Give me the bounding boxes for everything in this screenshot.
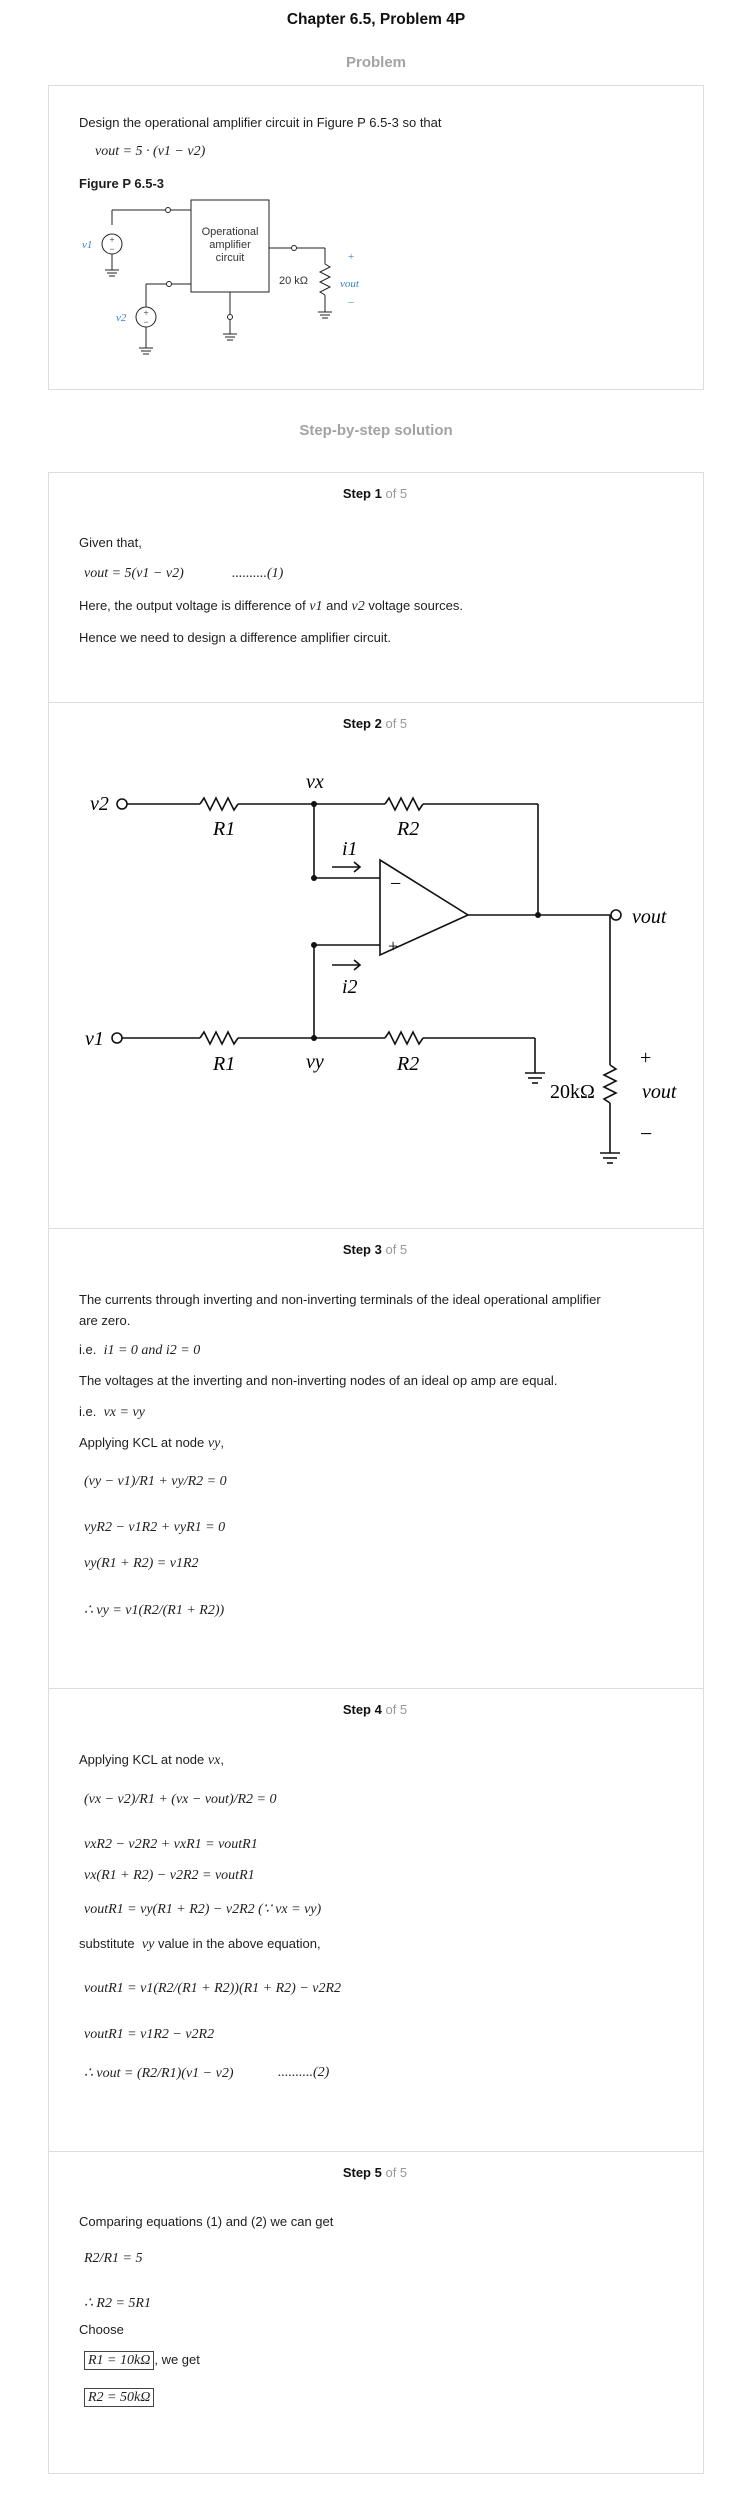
- c-res: 20kΩ: [550, 1081, 595, 1103]
- step4-e1: (vx − v2)/R1 + (vx − vout)/R2 = 0: [84, 1792, 277, 1807]
- step3-e2: vyR2 − v1R2 + vyR1 = 0: [84, 1520, 226, 1535]
- step-2-header: [48, 716, 702, 731]
- c-vy: vy: [306, 1051, 324, 1073]
- step-5-label: Step 5: [342, 2165, 382, 2180]
- step-4-label: Step 4: [342, 1702, 382, 1717]
- step-5-of: of 5: [385, 2165, 408, 2180]
- step4-sub-node: vy: [141, 1937, 155, 1952]
- box-line-1: Operational: [201, 226, 259, 238]
- figure-label: Figure P 6.5-3: [79, 176, 165, 191]
- step3-kcl-text: Applying KCL at node: [79, 1435, 205, 1450]
- step3-ie2-label: i.e.: [79, 1404, 97, 1419]
- c-vx: vx: [306, 771, 324, 793]
- step5-e2: ∴ R2 = 5R1: [84, 2296, 151, 2311]
- step4-sub: [79, 1936, 321, 1953]
- c-r2-bot: R2: [397, 1053, 420, 1075]
- step4-e7-tag: ..........(2): [278, 2065, 330, 2080]
- step3-ie1-label: i.e.: [79, 1342, 97, 1357]
- vout-minus: −: [348, 297, 355, 309]
- step5-e1: R2/R1 = 5: [84, 2251, 143, 2266]
- src-plus: +: [109, 235, 115, 245]
- step3-ie1-eq: i1 = 0 and i2 = 0: [103, 1343, 201, 1358]
- box-line-3: circuit: [215, 252, 245, 264]
- step5-compare: Comparing equations (1) and (2) we can get: [79, 2214, 334, 2229]
- step-1-of: of 5: [385, 486, 408, 501]
- vout-plus: +: [348, 251, 355, 263]
- step4-kcl-text: Applying KCL at node: [79, 1752, 205, 1767]
- problem-equation: vout = 5 · (v1 − v2): [95, 144, 206, 159]
- src-minus: −: [109, 244, 115, 254]
- step4-e2: vxR2 − v2R2 + vxR1 = voutR1: [84, 1837, 258, 1852]
- c-op-plus: +: [388, 936, 399, 956]
- c-minus: −: [640, 1121, 653, 1146]
- step3-e3: vy(R1 + R2) = v1R2: [84, 1556, 199, 1571]
- v1-label: v1: [82, 239, 93, 251]
- step1-hence: Hence we need to design a difference amplifier circuit.: [79, 630, 391, 645]
- c-plus: +: [640, 1047, 652, 1069]
- c-v1: v1: [85, 1028, 104, 1050]
- step4-sub-b: value in the above equation,: [157, 1936, 321, 1951]
- step4-e7: ∴ vout = (R2/R1)(v1 − v2): [84, 2066, 234, 2081]
- src2-minus: −: [143, 317, 149, 327]
- step-1-header: [48, 486, 702, 501]
- step3-kcl: Applying KCL at node vy,: [79, 1435, 224, 1451]
- step3-l1: The currents through inverting and non-inverting terminals of the ideal operational amplifier: [79, 1292, 601, 1307]
- step-2-of: of 5: [385, 716, 408, 731]
- step-4-header: [48, 1702, 702, 1717]
- step5-choose: Choose: [79, 2322, 124, 2337]
- c-vout: vout: [632, 906, 667, 928]
- step-2-label: Step 2: [342, 716, 382, 731]
- step5-b2-row: [84, 2389, 154, 2406]
- solution-heading: Step-by-step solution: [299, 422, 453, 439]
- step-5-card: [48, 2151, 704, 2474]
- step-1-label: Step 1: [342, 486, 382, 501]
- problem-figure: [70, 190, 430, 370]
- step4-e3: vx(R1 + R2) − v2R2 = voutR1: [84, 1868, 255, 1883]
- step5-b1: R1 = 10kΩ: [84, 2351, 154, 2370]
- page-title: Chapter 6.5, Problem 4P: [286, 11, 466, 28]
- step1-given: Given that,: [79, 535, 142, 550]
- step5-b1-tail: , we get: [154, 2352, 200, 2367]
- c-v2: v2: [90, 793, 109, 815]
- c-r1-bot: R1: [213, 1053, 236, 1075]
- step3-kcl-node: vy: [207, 1436, 221, 1451]
- step1-here-and: and: [326, 598, 348, 613]
- step1-here-v2: v2: [351, 599, 365, 614]
- step4-sub-text: substitute: [79, 1936, 135, 1951]
- step3-ie1: [79, 1342, 200, 1359]
- step-1-card: [48, 472, 704, 704]
- step3-e4: ∴ vy = v1(R2/(R1 + R2)): [84, 1603, 225, 1618]
- step5-b1-row: [84, 2352, 200, 2369]
- step3-l3: The voltages at the inverting and non-inverting nodes of an ideal op amp are equal.: [79, 1373, 558, 1388]
- src2-plus: +: [143, 308, 149, 318]
- step-3-of: of 5: [385, 1242, 408, 1257]
- c-r1-top: R1: [213, 818, 236, 840]
- step1-eq1: vout = 5(v1 − v2): [84, 566, 184, 581]
- step4-e4: voutR1 = vy(R1 + R2) − v2R2 (∵ vx = vy): [84, 1902, 322, 1917]
- step3-ie2: [79, 1404, 145, 1421]
- step5-b2: R2 = 50kΩ: [84, 2388, 154, 2407]
- step4-e6: voutR1 = v1R2 − v2R2: [84, 2027, 215, 2042]
- c-i2: i2: [342, 976, 358, 998]
- step3-e1: (vy − v1)/R1 + vy/R2 = 0: [84, 1474, 227, 1489]
- c-r2-top: R2: [397, 818, 420, 840]
- step4-kcl: Applying KCL at node vx,: [79, 1752, 224, 1768]
- step3-ie2-eq: vx = vy: [103, 1405, 145, 1420]
- step-3-label: Step 3: [342, 1242, 382, 1257]
- step4-e5: voutR1 = v1(R2/(R1 + R2))(R1 + R2) − v2R2: [84, 1981, 342, 1996]
- step1-eq1-tag: ..........(1): [232, 566, 284, 581]
- resistor-value: 20 kΩ: [279, 275, 309, 287]
- step-5-header: [48, 2165, 702, 2180]
- step-3-header: [48, 1242, 702, 1257]
- step-4-of: of 5: [385, 1702, 408, 1717]
- box-line-2: amplifier: [209, 239, 251, 251]
- step3-l2: are zero.: [79, 1313, 131, 1328]
- step1-here: [79, 598, 463, 615]
- step1-here-v1: v1: [309, 599, 323, 614]
- step4-kcl-node: vx: [207, 1753, 221, 1768]
- c-vout2: vout: [642, 1081, 677, 1103]
- vout-label: vout: [340, 278, 359, 290]
- problem-statement: Design the operational amplifier circuit in Figure P 6.5-3 so that: [79, 115, 442, 130]
- problem-heading: Problem: [345, 54, 406, 71]
- step1-here-a: Here, the output voltage is difference of: [79, 598, 306, 613]
- v2-label: v2: [116, 312, 127, 324]
- difference-amplifier-circuit: [70, 755, 690, 1195]
- c-op-minus: −: [390, 873, 402, 895]
- c-i1: i1: [342, 838, 358, 860]
- step1-here-b: voltage sources.: [368, 598, 463, 613]
